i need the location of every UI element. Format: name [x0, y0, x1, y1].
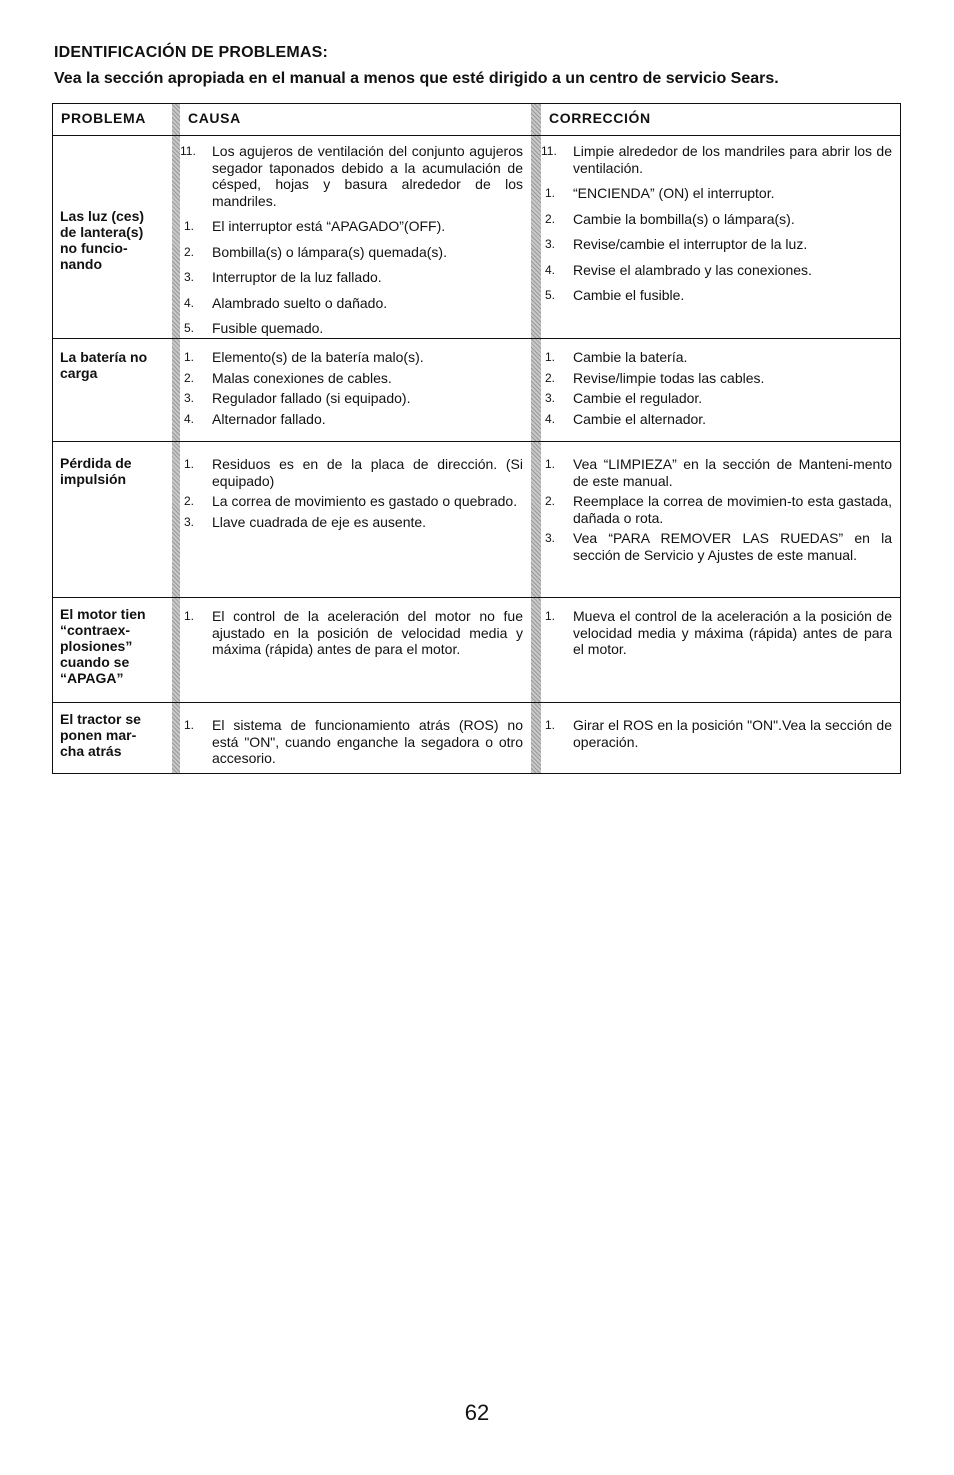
list-item [180, 390, 523, 407]
list-item [541, 530, 892, 563]
item-text: El control de la aceleración del motor no fue ajustado en la posición de velocidad media y máxima (rápida) antes de para el motor. [212, 608, 523, 657]
item-number: 2. [544, 494, 555, 508]
column-separator [531, 598, 541, 702]
item-text: Fusible quemado. [212, 320, 324, 336]
item-text: La correa de movimiento es gastado o quebrado. [212, 493, 518, 509]
list-item [541, 287, 892, 304]
column-separator [172, 136, 180, 338]
column-separator [531, 442, 541, 597]
item-number: 2. [544, 370, 555, 385]
item-number: 1. [183, 609, 194, 623]
cause-cell [180, 339, 531, 441]
table-row [53, 442, 900, 598]
table-row [53, 339, 900, 442]
item-number: 3. [544, 237, 555, 251]
list-item [180, 717, 523, 767]
item-number: 3. [183, 514, 194, 529]
item-text: Girar el ROS en la posición "ON".Vea la sección de operación. [573, 717, 892, 750]
cause-cell [180, 136, 531, 338]
page-subheading: Vea la sección apropiada en el manual a menos que esté dirigido a un centro de servicio Sears. [54, 70, 779, 87]
item-text: Reemplace la correa de movimien-to esta gastada, dañada o rota. [573, 493, 892, 526]
list-item [541, 411, 892, 428]
list-item [541, 262, 892, 279]
item-number: 4. [183, 295, 194, 310]
item-number: 3. [183, 391, 194, 405]
item-text: Cambie la batería. [573, 349, 688, 365]
problem-cell: Las luz (ces) de lantera(s) no funcio- nando [60, 208, 145, 272]
item-number: 3. [544, 391, 555, 405]
item-number: 11. [541, 144, 557, 158]
list-item [541, 608, 892, 658]
item-text: Cambie el fusible. [573, 287, 685, 303]
item-number: 1. [183, 350, 194, 364]
list-item [541, 390, 892, 407]
item-number: 4. [544, 411, 555, 426]
list-item [541, 236, 892, 253]
item-text: Mueva el control de la aceleración a la posición de velocidad media y máxima (rápida) antes de para el motor. [573, 608, 892, 657]
correction-cell [541, 136, 900, 338]
column-separator [172, 104, 180, 135]
list-item [541, 211, 892, 228]
correction-cell [541, 442, 900, 597]
list-item [180, 514, 523, 531]
page-heading: IDENTIFICACIÓN DE PROBLEMAS: [54, 44, 329, 61]
column-separator [172, 339, 180, 441]
list-item [180, 244, 523, 261]
item-number: 5. [183, 321, 194, 335]
item-text: Revise/limpie todas las cables. [573, 369, 765, 386]
item-text: Alambrado suelto o dañado. [212, 294, 388, 311]
item-text: Malas conexiones de cables. [212, 369, 392, 386]
list-item [180, 608, 523, 658]
list-item [541, 185, 892, 202]
list-item [541, 349, 892, 366]
item-text: “ENCIENDA” (ON) el interruptor. [573, 185, 775, 201]
column-separator [172, 442, 180, 597]
table-row [53, 598, 900, 703]
item-text: Cambie el regulador. [573, 390, 703, 406]
item-text: Regulador fallado (si equipado). [212, 390, 411, 406]
table-row [53, 136, 900, 339]
list-item [180, 269, 523, 286]
item-number: 11. [180, 144, 196, 158]
item-number: 1. [183, 219, 194, 233]
item-text: Bombilla(s) o lámpara(s) quemada(s). [212, 243, 447, 260]
cause-cell [180, 442, 531, 597]
item-text: Vea “PARA REMOVER LAS RUEDAS” en la sección de Servicio y Ajustes de este manual. [573, 530, 892, 563]
correction-cell [541, 598, 900, 702]
problem-cell: La batería no carga [60, 349, 148, 381]
column-separator [172, 703, 180, 773]
item-text: Vea “LIMPIEZA” en la sección de Manteni-mento de este manual. [573, 456, 892, 489]
item-number: 2. [183, 244, 194, 259]
list-item [180, 456, 523, 489]
item-number: 1. [544, 609, 555, 623]
list-item [180, 370, 523, 387]
item-text: Los agujeros de ventilación del conjunto agujeros segador taponados debido a la acumulación de césped, hojas y basura alrededor de los mandriles. [212, 143, 523, 209]
item-text: Limpie alrededor de los mandriles para abrir los de ventilación. [573, 143, 892, 176]
correction-cell [541, 703, 900, 773]
item-text: Alternador fallado. [212, 410, 326, 427]
item-number: 3. [544, 531, 555, 545]
table-row [53, 703, 900, 773]
item-number: 2. [544, 211, 555, 226]
item-text: El sistema de funcionamiento atrás (ROS) no está "ON", cuando enganche la segadora o otro accesorio. [212, 717, 523, 766]
item-text: Cambie el alternador. [573, 410, 707, 427]
item-text: Elemento(s) de la batería malo(s). [212, 349, 424, 365]
list-item [541, 143, 892, 176]
item-number: 1. [544, 457, 555, 471]
table-header [53, 104, 900, 136]
column-separator [172, 598, 180, 702]
header-problem: PROBLEMA [61, 110, 146, 126]
list-item [180, 411, 523, 428]
item-number: 1. [544, 186, 555, 200]
troubleshooting-table [52, 103, 901, 774]
column-separator [531, 104, 541, 135]
header-cause: CAUSA [188, 110, 241, 126]
list-item [541, 717, 892, 750]
item-number: 2. [183, 370, 194, 385]
problem-cell: El motor tien “contraex- plosiones” cuando se “APAGA” [60, 606, 146, 686]
column-separator [531, 703, 541, 773]
list-item [180, 320, 523, 337]
table-body [53, 136, 900, 773]
item-text: El interruptor está “APAGADO”(OFF). [212, 218, 446, 234]
list-item [180, 493, 523, 510]
item-number: 5. [544, 288, 555, 302]
item-number: 3. [183, 270, 194, 284]
item-number: 1. [544, 350, 555, 364]
problem-cell: Pérdida de impulsión [60, 455, 132, 487]
item-text: Interruptor de la luz fallado. [212, 269, 382, 285]
item-text: Llave cuadrada de eje es ausente. [212, 513, 427, 530]
page-number: 62 [464, 1400, 490, 1425]
item-number: 1. [544, 718, 555, 732]
column-separator [531, 339, 541, 441]
list-item [180, 349, 523, 366]
item-number: 4. [544, 262, 555, 277]
header-correction: CORRECCIÓN [549, 110, 651, 126]
item-number: 2. [183, 494, 194, 508]
item-text: Residuos es en de la placa de dirección. (Si equipado) [212, 456, 523, 489]
item-number: 4. [183, 411, 194, 426]
problem-cell: El tractor se ponen mar- cha atrás [60, 711, 141, 759]
cause-cell [180, 703, 531, 773]
list-item [180, 295, 523, 312]
item-text: Revise/cambie el interruptor de la luz. [573, 236, 808, 252]
item-text: Revise el alambrado y las conexiones. [573, 261, 812, 278]
list-item [180, 218, 523, 235]
item-text: Cambie la bombilla(s) o lámpara(s). [573, 210, 795, 227]
cause-cell [180, 598, 531, 702]
item-number: 1. [183, 457, 194, 471]
list-item [541, 493, 892, 526]
correction-cell [541, 339, 900, 441]
list-item [180, 143, 523, 209]
list-item [541, 370, 892, 387]
column-separator [531, 136, 541, 338]
item-number: 1. [183, 718, 194, 732]
list-item [541, 456, 892, 489]
